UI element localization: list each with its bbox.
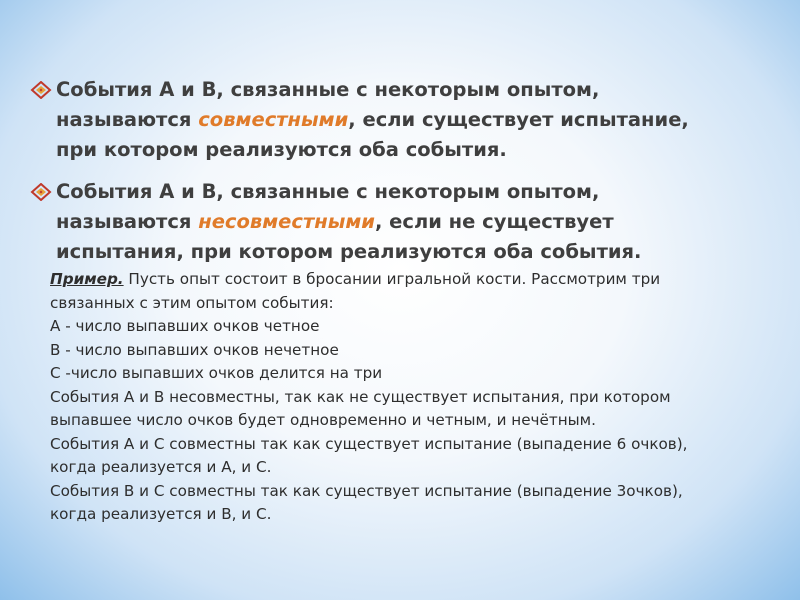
example-line: А - число выпавших очков четное [50, 317, 320, 335]
definition-line-1 [30, 177, 770, 207]
example-line: выпавшее число очков будет одновременно и четным, и нечётным. [50, 411, 596, 429]
definition-text: События А и В, связанные с некоторым опытом, [56, 78, 600, 101]
definition-line-1 [30, 75, 770, 105]
definition-line-2 [30, 105, 770, 135]
example-text: Пусть опыт состоит в бросании игральной кости. Рассмотрим три [123, 270, 661, 288]
definition-incompatible [30, 177, 770, 267]
example-line [50, 268, 790, 292]
definition-text: События А и В, связанные с некоторым опытом, [56, 180, 600, 203]
example-line: связанных с этим опытом события: [50, 293, 334, 312]
definition-text: , если существует испытание, [348, 108, 689, 131]
example-line: когда реализуется и А, и С. [50, 458, 272, 476]
definition-line-3: при котором реализуются оба события. [56, 138, 507, 161]
example-line: События В и С совместны так как существует испытание (выпадение 3очков), [50, 481, 683, 500]
definition-line-3: испытания, при котором реализуются оба события. [56, 240, 642, 263]
definition-text: называются [56, 108, 199, 131]
definition-text: , если не существует [374, 210, 614, 233]
definition-text: называются [56, 210, 199, 233]
example-line: В - число выпавших очков нечетное [50, 340, 339, 359]
definition-line-2 [30, 207, 770, 237]
definition-compatible [30, 75, 770, 165]
example-block [50, 268, 790, 527]
example-line: когда реализуется и В, и С. [50, 505, 272, 523]
example-label: Пример. [50, 270, 124, 288]
example-line: События А и С совместны так как существует испытание (выпадение 6 очков), [50, 434, 688, 453]
diamond-bullet-icon [30, 81, 52, 99]
example-line: С -число выпавших очков делится на три [50, 364, 383, 382]
example-line: События А и В несовместны, так как не существует испытания, при котором [50, 387, 671, 406]
term-incompatible: несовместными [198, 210, 375, 233]
term-compatible: совместными [198, 108, 349, 131]
diamond-bullet-icon [30, 183, 52, 201]
